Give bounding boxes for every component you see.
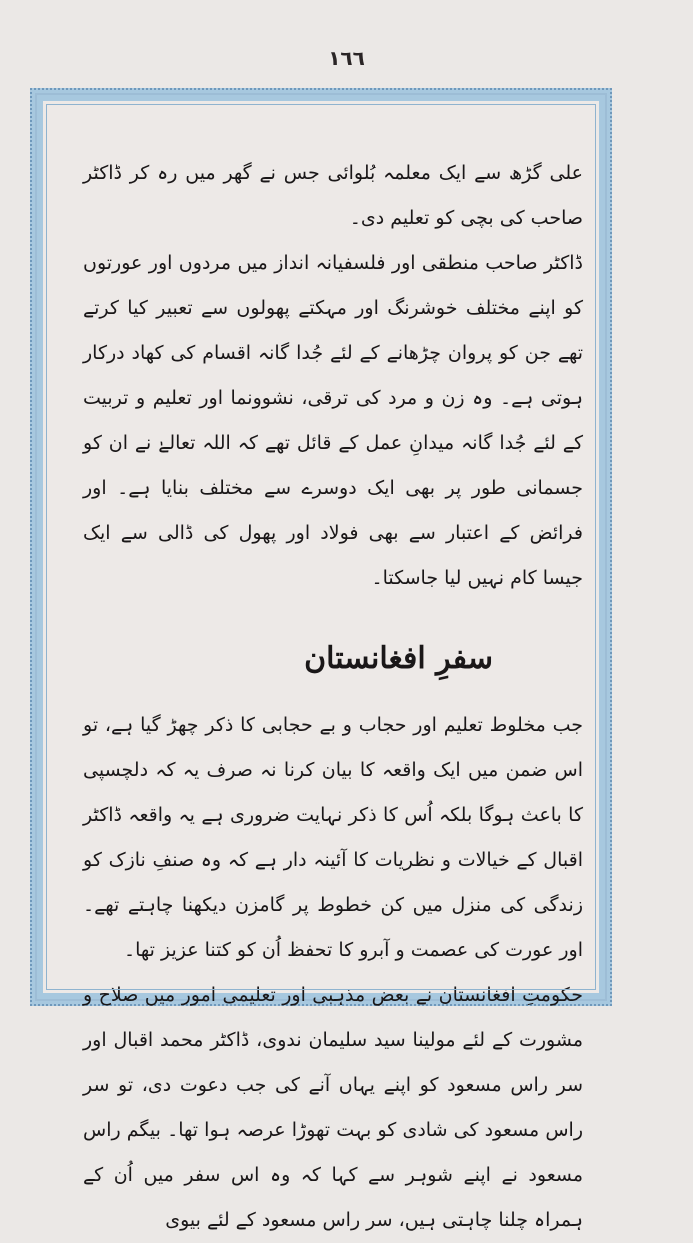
paragraph-4: حکومتِ افغانستان نے بعض مذہبی اور تعلیمی امور میں صلاح و مشورت کے لئے مولینا سید سلیمان ندوی، ڈاکٹر محمد اقبال اور سر راس مسعود کو اپنے یہاں آنے کی جب دعوت دی، تو سر راس مسعود کی شادی کو بہت تھوڑا عرصہ ہوا تھا۔ بیگم راس مسعود نے اپنے شوہر سے کہا کہ وہ اس سفر میں اُن کے ہمراہ چلنا چاہتی ہیں، سر راس مسعود کے لئے بیوی: [83, 984, 583, 1231]
page-text-block: [83, 151, 583, 1243]
page-number: ١٦٦: [328, 46, 365, 70]
paragraph-2: ڈاکٹر صاحب منطقی اور فلسفیانہ انداز میں مردوں اور عورتوں کو اپنے مختلف خوشرنگ اور مہکتے پھولوں سے تعبیر کیا کرتے تھے جن کو پروان چڑھانے کے لئے جُدا گانہ اقسام کی کھاد درکار ہوتی ہے۔ وہ زن و مرد کی ترقی، نشوونما اور تعلیم و تربیت کے لئے جُدا گانہ میدانِ عمل کے قائل تھے کہ اللہ تعالےٰ نے ان کو جسمانی طور پر بھی ایک دوسرے سے مختلف بنایا ہے۔ اور فرائض کے اعتبار سے بھی فولاد اور پھول کی ڈالی سے ایک جیسا کام نہیں لیا جاسکتا۔: [83, 252, 583, 589]
paragraph-1: علی گڑھ سے ایک معلمہ بُلوائی جس نے گھر میں رہ کر ڈاکٹر صاحب کی بچی کو تعلیم دی۔: [83, 162, 583, 229]
paragraph-3: جب مخلوط تعلیم اور حجاب و بے حجابی کا ذکر چھڑ گیا ہے، تو اس ضمن میں ایک واقعہ کا بیان کرنا نہ صرف یہ کہ دلچسپی کا باعث ہوگا بلکہ اُس کا ذکر نہایت ضروری ہے یہ واقعہ ڈاکٹر اقبال کے خیالات و نظریات کا آئینہ دار ہے کہ وہ صنفِ نازک کو زندگی کی منزل میں کن خطوط پر گامزن دیکھنا چاہتے تھے۔ اور عورت کی عصمت و آبرو کا تحفظ اُن کو کتنا عزیز تھا۔: [83, 714, 583, 961]
ornamental-page-border: [30, 88, 612, 1231]
section-heading: سفرِ افغانستان: [304, 641, 493, 676]
